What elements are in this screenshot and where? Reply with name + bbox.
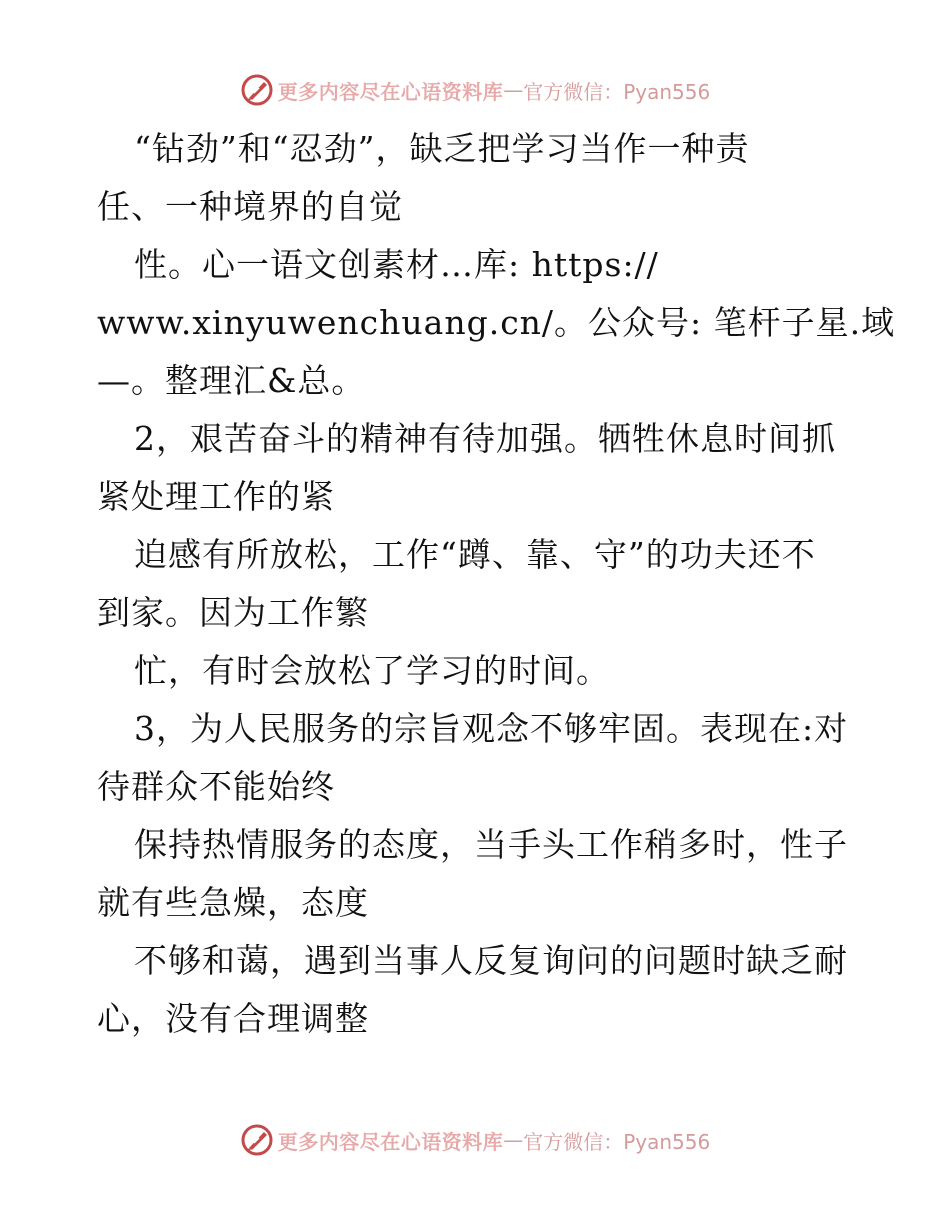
header-watermark (0, 70, 950, 110)
header-wechat-text: 官方微信：Pyan556 (523, 79, 711, 104)
body-line: 忙，有时会放松了学习的时间。 (134, 651, 610, 690)
body-line: www.xinyuwenchuang.cn/。公众号: 笔杆子星.域 (97, 303, 896, 342)
footer-wechat-text: 官方微信：Pyan556 (523, 1129, 711, 1154)
body-line: 任、一种境界的自觉 (97, 187, 403, 226)
body-line: “钻劲”和“忍劲”，缺乏把学习当作一种责 (134, 129, 750, 168)
body-line: 迫感有所放松，工作“蹲、靠、守”的功夫还不 (134, 535, 816, 574)
body-line: 不够和蔼，遇到当事人反复询问的问题时缺乏耐 (134, 941, 848, 980)
header-separator: — (503, 78, 524, 102)
body-line: 紧处理工作的紧 (97, 477, 335, 516)
body-line: 待群众不能始终 (97, 767, 335, 806)
footer-separator: — (503, 1128, 524, 1152)
body-line: 2，艰苦奋斗的精神有待加强。牺牲休息时间抓 (134, 419, 836, 458)
body-line: 性。心一语文创素材…库: https:// (134, 245, 659, 284)
header-site-text: 更多内容尽在心语资料库 (277, 79, 504, 104)
body-line: 心，没有合理调整 (97, 999, 369, 1038)
body-line: 3，为人民服务的宗旨观念不够牢固。表现在:对 (134, 709, 849, 748)
footer-site-text: 更多内容尽在心语资料库 (277, 1129, 504, 1154)
quill-pen-logo-icon (240, 73, 274, 107)
footer-watermark (0, 1120, 950, 1160)
document-body (97, 120, 896, 1048)
body-line: 到家。因为工作繁 (97, 593, 369, 632)
quill-pen-logo-icon (240, 1123, 274, 1157)
body-line: 保持热情服务的态度，当手头工作稍多时，性子 (134, 825, 848, 864)
body-line: —。整理汇&总。 (97, 361, 366, 400)
body-line: 就有些急燥，态度 (97, 883, 369, 922)
